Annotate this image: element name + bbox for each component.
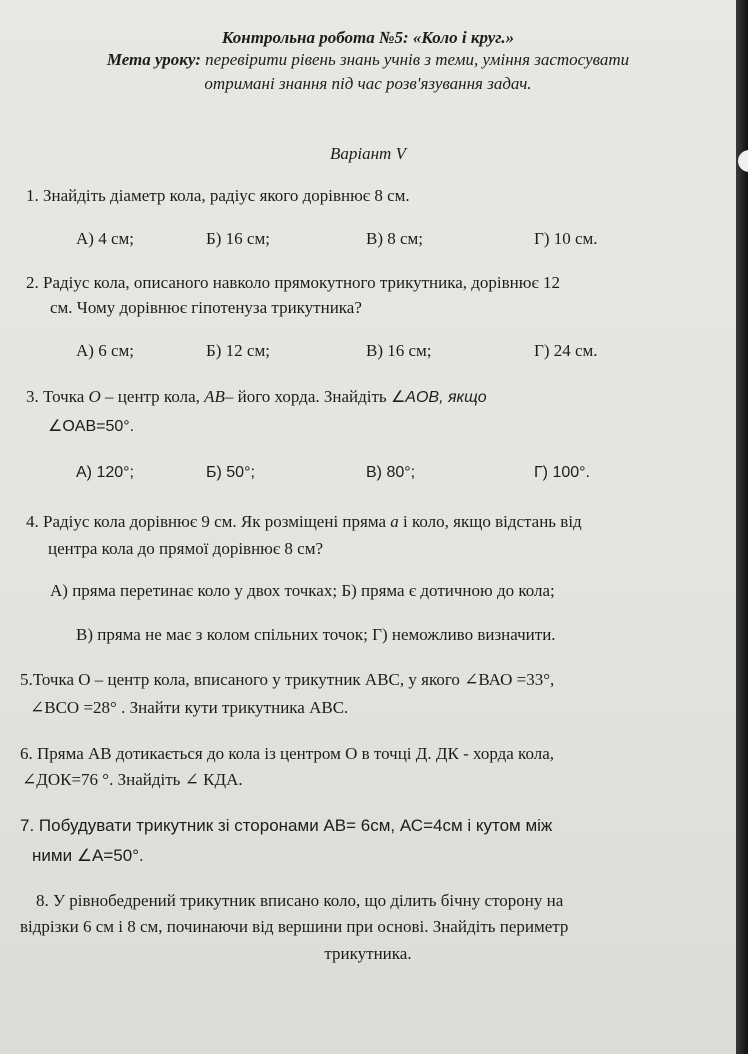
q4-text-a: 4. Радіус кола дорівнює 9 см. Як розміщені пряма <box>26 512 391 531</box>
q2-option-d: Г) 24 см. <box>534 341 598 360</box>
q3-text-c: – його хорда. Знайдіть <box>224 387 391 406</box>
question-6-line-2: ∠ДОК=76 °. Знайдіть ∠ КДА. <box>22 770 243 789</box>
question-8-line-3: трикутника. <box>324 944 412 963</box>
question-8-line-2: відрізки 6 см і 8 см, починаючи від вершини при основі. Знайдіть периметр <box>20 917 569 936</box>
question-4-line-2: центра кола до прямої дорівнює 8 см? <box>48 539 324 558</box>
q1-option-c: В) 8 см; <box>366 229 424 248</box>
question-2-line-2: см. Чому дорівнює гіпотенуза трикутника? <box>50 298 362 317</box>
q3-text-a: 3. Точка <box>26 387 89 406</box>
q2-option-a: А) 6 см; <box>76 341 134 360</box>
question-6-line-1: 6. Пряма АВ дотикається до кола із центром О в точці Д. ДК - хорда кола, <box>20 744 554 763</box>
question-7-line-1: 7. Побудувати трикутник зі сторонами АВ= 6см, АС=4см і кутом між <box>20 816 553 835</box>
lesson-goal-line-1 <box>0 50 736 70</box>
q1-option-a: А) 4 см; <box>76 229 134 248</box>
question-1: 1. Знайдіть діаметр кола, радіус якого дорівнює 8 см. <box>26 186 410 205</box>
goal-text-1: перевірити рівень знань учнів з теми, уміння застосувати <box>205 50 630 69</box>
variant-heading: Варіант V <box>330 144 406 163</box>
q3-angle: ∠AOB, якщо <box>390 389 487 406</box>
question-4-line-1 <box>26 512 582 532</box>
question-5-line-1: 5.Точка О – центр кола, вписаного у трикутник АВС, у якого ∠ВАО =33°, <box>20 670 555 689</box>
q3-option-b: Б) 50°; <box>206 464 255 481</box>
q3-point-o: О <box>88 387 101 406</box>
page-title: Контрольна робота №5: «Коло і круг.» <box>221 28 515 47</box>
q2-option-c: В) 16 см; <box>366 341 432 360</box>
q4-options-row-2: В) пряма не має з колом спільних точок; Г) неможливо визначити. <box>76 625 556 644</box>
q4-options-row-1: А) пряма перетинає коло у двох точках; Б) пряма є дотичною до кола; <box>50 581 555 600</box>
q1-option-d: Г) 10 см. <box>534 229 598 248</box>
goal-label: Мета уроку: <box>106 50 201 69</box>
question-5-line-2: ∠ВСО =28° . Знайти кути трикутника АВС. <box>30 698 349 717</box>
q3-option-c: В) 80°; <box>366 464 416 481</box>
q2-option-b: Б) 12 см; <box>206 341 270 360</box>
q4-text-b: і коло, якщо відстань від <box>398 512 582 531</box>
q3-option-a: А) 120°; <box>76 464 134 481</box>
q3-option-d: Г) 100°. <box>534 464 590 481</box>
question-2-line-1: 2. Радіус кола, описаного навколо прямокутного трикутника, дорівнює 12 <box>26 273 561 292</box>
q3-text-b: – центр кола, <box>100 387 205 406</box>
q3-chord-ab: АВ <box>204 387 225 406</box>
question-3-line-2: ∠OAB=50°. <box>48 418 135 435</box>
question-3-line-1 <box>26 387 487 407</box>
question-8-line-1: 8. У рівнобедрений трикутник вписано коло, що ділить бічну сторону на <box>36 891 564 910</box>
question-7-line-2: ними ∠А=50°. <box>32 846 144 865</box>
q4-line-a: а <box>390 512 399 531</box>
lesson-goal-line-2: отримані знання під час розв'язування задач. <box>204 74 532 93</box>
q1-option-b: Б) 16 см; <box>206 229 270 248</box>
